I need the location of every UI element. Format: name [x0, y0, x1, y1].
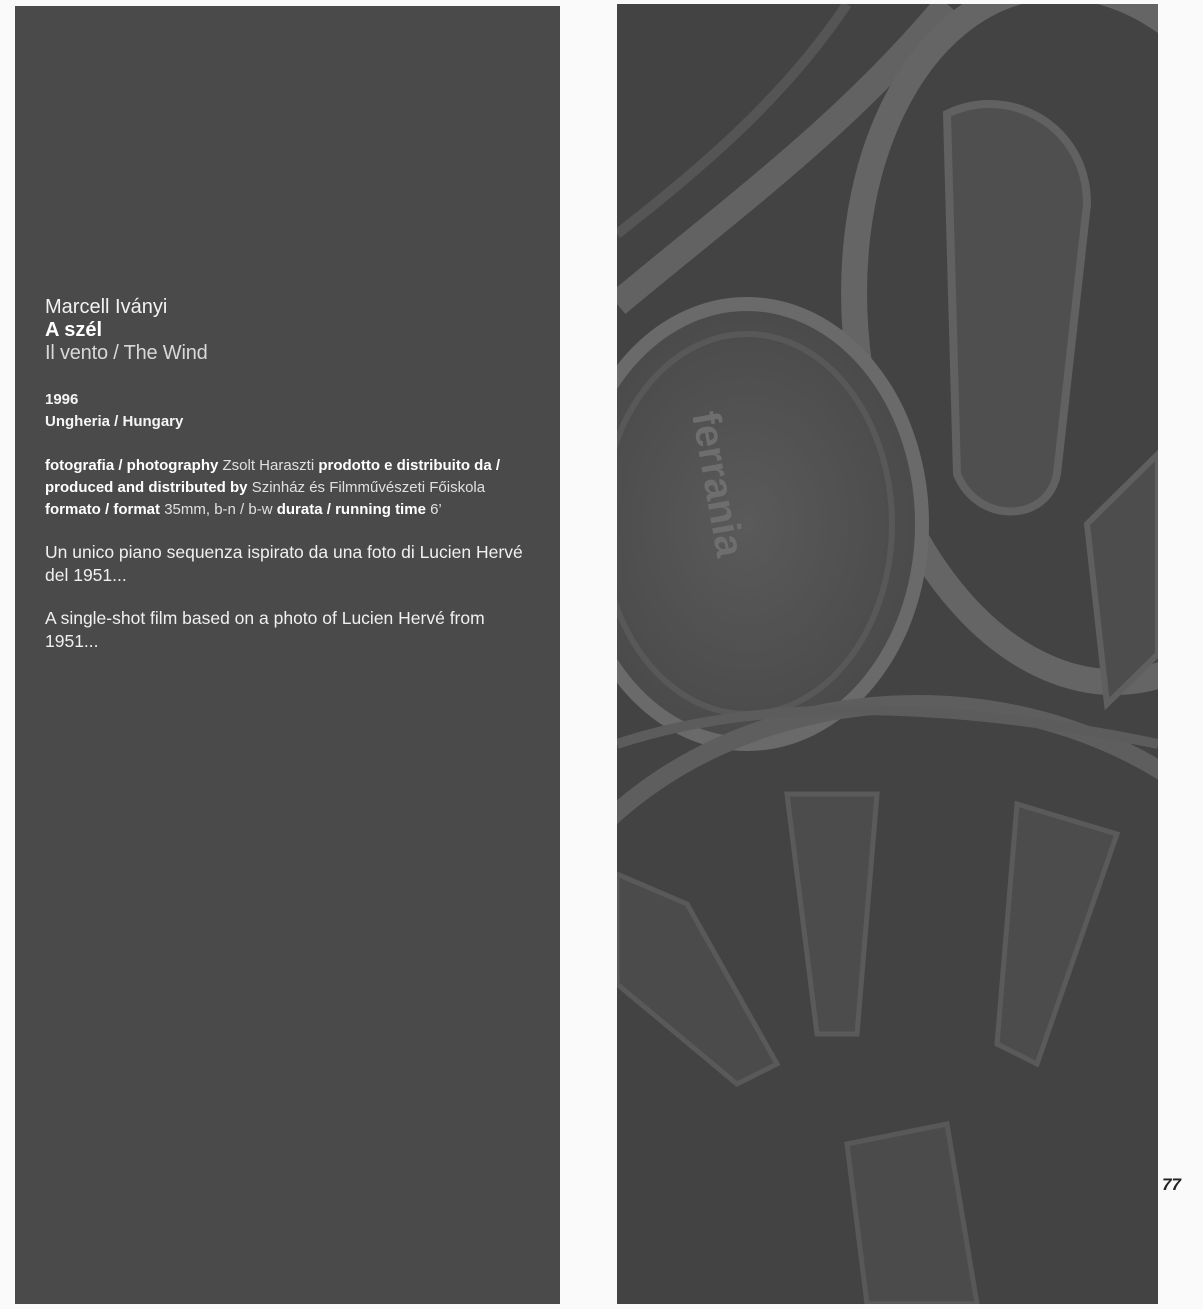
film-alt-titles: Il vento / The Wind — [45, 342, 208, 364]
film-info-panel — [15, 6, 560, 1304]
film-title: A szél — [45, 319, 103, 341]
film-reels-illustration — [617, 4, 1158, 1304]
credit-produced-label: prodotto e distribuito da / produced and distributed by — [45, 457, 501, 496]
credit-photography-label: fotografia / photography — [45, 457, 219, 474]
credit-format-label: formato / format — [45, 501, 161, 518]
credit-format-value: 35mm, b-n / b-w — [164, 501, 273, 518]
credit-duration-label: durata / running time — [276, 501, 426, 518]
credit-photography-value: Zsolt Haraszti — [222, 457, 315, 474]
synopsis-english: A single-shot film based on a photo of Lucien Hervé from 1951... — [45, 608, 485, 651]
film-credits — [45, 455, 535, 521]
film-reels-photo — [617, 4, 1158, 1304]
film-entry — [45, 296, 535, 653]
reel-label-text: ferrania — [683, 407, 752, 561]
film-country: Ungheria / Hungary — [45, 413, 184, 430]
film-year: 1996 — [45, 391, 79, 408]
film-meta — [45, 389, 535, 433]
credit-produced-value: Szinház és Filmművészeti Főiskola — [251, 479, 486, 496]
page-number: 77 — [1162, 1175, 1181, 1194]
synopsis-italian: Un unico piano sequenza ispirato da una foto di Lucien Hervé del 1951... — [45, 542, 523, 585]
credit-duration-value: 6’ — [430, 501, 442, 518]
director-name: Marcell Iványi — [45, 296, 168, 318]
